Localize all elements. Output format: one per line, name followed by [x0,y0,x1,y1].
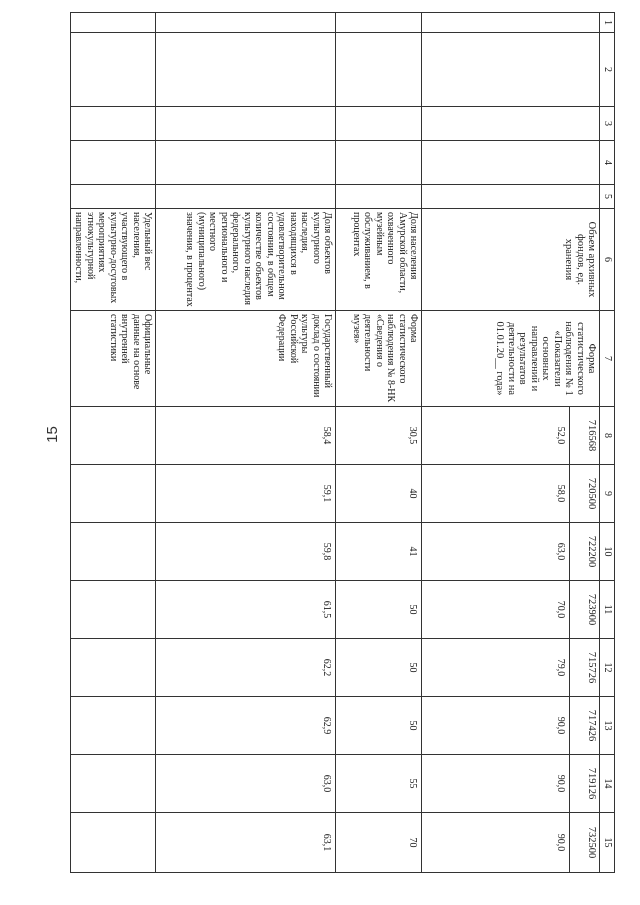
code-cell: 717426 [570,697,600,755]
empty-cell [71,13,157,33]
value-cell: 59,8 [156,523,336,581]
value-cell [71,465,157,523]
value-cell: 30,5 [336,407,422,465]
empty-cell [336,107,422,141]
col-number: 2 [600,33,615,107]
value-cell: 50 [336,697,422,755]
value-cell: 52,0 [422,407,570,465]
value-cell: 90,0 [422,697,570,755]
value-cell: 55 [336,755,422,813]
col-number: 11 [600,581,615,639]
code-cell [422,33,600,107]
col-number: 12 [600,639,615,697]
col-number: 14 [600,755,615,813]
col-number: 8 [600,407,615,465]
code-cell [422,185,600,209]
source-cell: Официальные данные на основе внутренней статистики [71,311,157,407]
value-cell: 62,2 [156,639,336,697]
value-cell: 63,1 [156,813,336,873]
value-cell: 63,0 [156,755,336,813]
value-cell: 63,0 [422,523,570,581]
empty-cell [71,185,157,209]
col-number: 5 [600,185,615,209]
code-cell: 720500 [570,465,600,523]
code-cell [422,13,600,33]
indicator-cell: Доля объектов культурного наследия, находящихся в удовлетворительном состоянии, в общем количестве объектов культурного наследия федерального, регионального и местного (муниципального) значения, в процентах [156,209,336,311]
empty-cell [71,141,157,185]
col-number: 3 [600,107,615,141]
value-cell: 59,1 [156,465,336,523]
value-cell: 70 [336,813,422,873]
col-number: 13 [600,697,615,755]
indicator-cell: Удельный вес населения, участвующего в культурно-досуговых мероприятиях этнокультурной направленности, [71,209,157,311]
value-cell: 58,0 [422,465,570,523]
value-cell [71,581,157,639]
col-number: 9 [600,465,615,523]
empty-cell [71,33,157,107]
value-cell [71,755,157,813]
code-row [570,13,600,873]
value-cell [71,523,157,581]
value-cell: 40 [336,465,422,523]
code-cell: 723900 [570,581,600,639]
empty-cell [336,141,422,185]
code-cell: 716568 [570,407,600,465]
col-number: 10 [600,523,615,581]
empty-cell [156,141,336,185]
empty-cell [156,185,336,209]
col-number: 6 [600,209,615,311]
page-number: 15 [43,426,61,443]
code-cell: 732500 [570,813,600,873]
col-number: 7 [600,311,615,407]
value-cell: 41 [336,523,422,581]
value-cell: 58,4 [156,407,336,465]
table-row [336,13,422,873]
value-cell: 50 [336,581,422,639]
table-row [156,13,336,873]
empty-cell [156,33,336,107]
code-cell [422,141,600,185]
value-cell [71,697,157,755]
indicator-cell: Объем архивных фондов, ед. хранения [422,209,600,311]
indicator-cell: Доля населения Амурской области, охваченного музейным обслуживанием, в процентах [336,209,422,311]
code-cell: 715726 [570,639,600,697]
empty-cell [336,185,422,209]
table-container [73,12,615,872]
indicators-table [70,12,615,873]
source-cell: Форма статистического наблюдения № 1 «Показатели основных направлений и результатов деятельности на 01.01.20__ года» [422,311,600,407]
value-cell: 70,0 [422,581,570,639]
empty-cell [71,107,157,141]
empty-cell [156,13,336,33]
value-cell [71,639,157,697]
value-cell: 90,0 [422,755,570,813]
code-cell: 719126 [570,755,600,813]
value-cell: 90,0 [422,813,570,873]
value-cell [71,813,157,873]
column-number-row [600,13,615,873]
value-cell: 79,0 [422,639,570,697]
empty-cell [156,107,336,141]
code-cell: 722200 [570,523,600,581]
source-cell: Форма статистического наблюдения № 8-НК «Сведения о деятельности музея» [336,311,422,407]
col-number: 4 [600,141,615,185]
table-row [71,13,157,873]
col-number: 15 [600,813,615,873]
value-cell: 61,5 [156,581,336,639]
col-number: 1 [600,13,615,33]
value-cell [71,407,157,465]
empty-cell [336,13,422,33]
code-cell [422,107,600,141]
value-cell: 62,9 [156,697,336,755]
source-cell: Государственный доклад о состоянии культуры Российской Федерации [156,311,336,407]
value-cell: 50 [336,639,422,697]
empty-cell [336,33,422,107]
